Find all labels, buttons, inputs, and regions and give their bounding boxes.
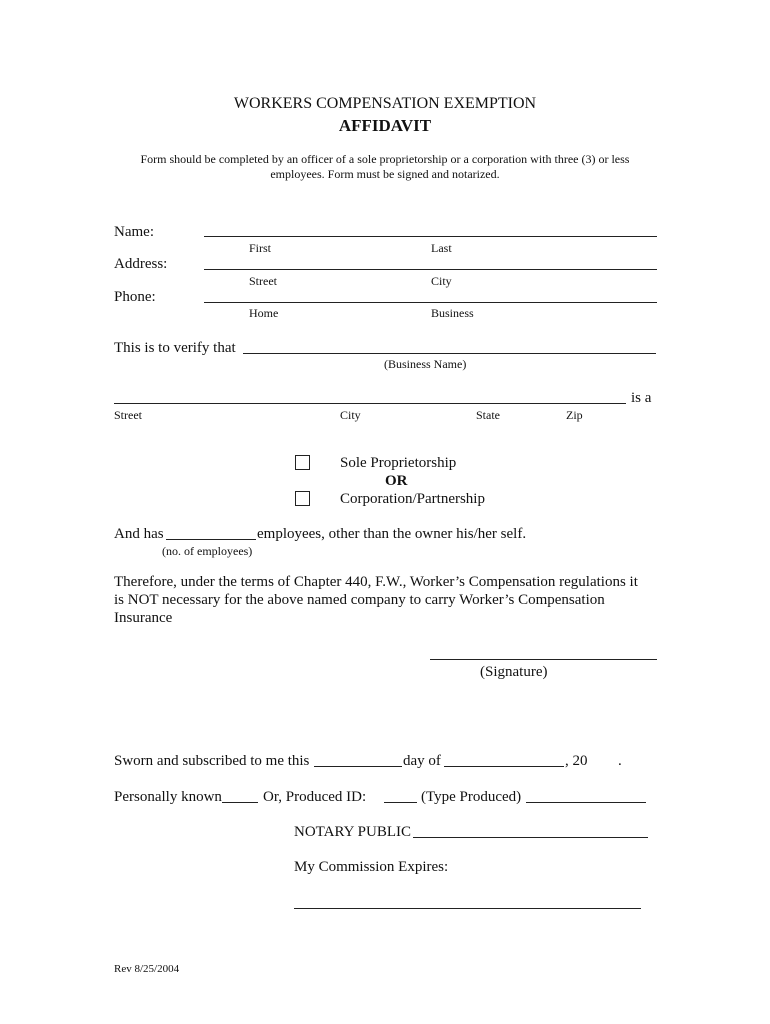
notary-public-field[interactable] xyxy=(413,837,648,838)
business-name-field[interactable] xyxy=(243,353,656,354)
sworn-month-field[interactable] xyxy=(444,766,564,767)
is-a-text: is a xyxy=(631,390,652,406)
employees-prefix: And has xyxy=(114,526,164,542)
name-last-caption: Last xyxy=(431,241,452,255)
business-name-caption: (Business Name) xyxy=(384,357,467,371)
name-label: Name: xyxy=(114,224,154,240)
sworn-period: . xyxy=(618,753,622,769)
sole-proprietorship-checkbox[interactable] xyxy=(295,455,310,470)
form-title: WORKERS COMPENSATION EXEMPTION xyxy=(233,95,537,112)
personally-known-field[interactable] xyxy=(222,802,258,803)
corporation-partnership-label: Corporation/Partnership xyxy=(340,491,485,507)
state-caption: State xyxy=(476,408,500,422)
notary-public-label: NOTARY PUBLIC xyxy=(294,824,412,840)
phone-field[interactable] xyxy=(204,302,657,303)
address-label: Address: xyxy=(114,256,168,272)
phone-business-caption: Business xyxy=(431,306,474,320)
therefore-line-1: Therefore, under the terms of Chapter 440, F.W., Worker’s Compensation regulations it xyxy=(114,574,638,590)
corporation-partnership-checkbox[interactable] xyxy=(295,491,310,506)
therefore-line-2: is NOT necessary for the above named company to carry Worker’s Compensation xyxy=(114,592,605,608)
commission-expires-field[interactable] xyxy=(294,908,641,909)
employees-caption: (no. of employees) xyxy=(162,544,253,558)
employees-suffix: employees, other than the owner his/her self. xyxy=(257,526,527,542)
phone-label: Phone: xyxy=(114,289,156,305)
sworn-day-field[interactable] xyxy=(314,766,402,767)
zip-caption: Zip xyxy=(566,408,583,422)
verify-text: This is to verify that xyxy=(114,340,236,356)
day-of-text: day of xyxy=(403,753,441,769)
therefore-line-3: Insurance xyxy=(114,610,173,626)
address-city-caption: City xyxy=(431,274,452,288)
personally-known-text: Personally known xyxy=(114,789,222,805)
name-first-caption: First xyxy=(249,241,272,255)
sworn-prefix: Sworn and subscribed to me this xyxy=(114,753,310,769)
type-produced-field[interactable] xyxy=(526,802,646,803)
form-subtitle: AFFIDAVIT xyxy=(338,116,432,135)
street-caption: Street xyxy=(114,408,142,422)
address-field[interactable] xyxy=(204,269,657,270)
produced-id-field[interactable] xyxy=(384,802,417,803)
phone-home-caption: Home xyxy=(249,306,279,320)
instructions-line-2: employees. Form must be signed and notarized. xyxy=(270,167,500,181)
business-address-field[interactable] xyxy=(114,403,626,404)
address-street-caption: Street xyxy=(249,274,277,288)
city-caption: City xyxy=(340,408,361,422)
sworn-year-text: , 20 xyxy=(565,753,588,769)
employee-count-field[interactable] xyxy=(166,539,256,540)
instructions-line-1: Form should be completed by an officer of a sole proprietorship or a corporation with three (3) or less xyxy=(140,152,630,166)
produced-id-text: Or, Produced ID: xyxy=(263,789,367,805)
signature-field[interactable] xyxy=(430,659,657,660)
name-field[interactable] xyxy=(204,236,657,237)
type-produced-text: (Type Produced) xyxy=(421,789,522,805)
commission-expires-label: My Commission Expires: xyxy=(294,859,449,875)
or-label: OR xyxy=(385,473,408,489)
sole-proprietorship-label: Sole Proprietorship xyxy=(340,455,457,471)
signature-caption: (Signature) xyxy=(480,664,548,680)
revision-date: Rev 8/25/2004 xyxy=(114,963,180,975)
